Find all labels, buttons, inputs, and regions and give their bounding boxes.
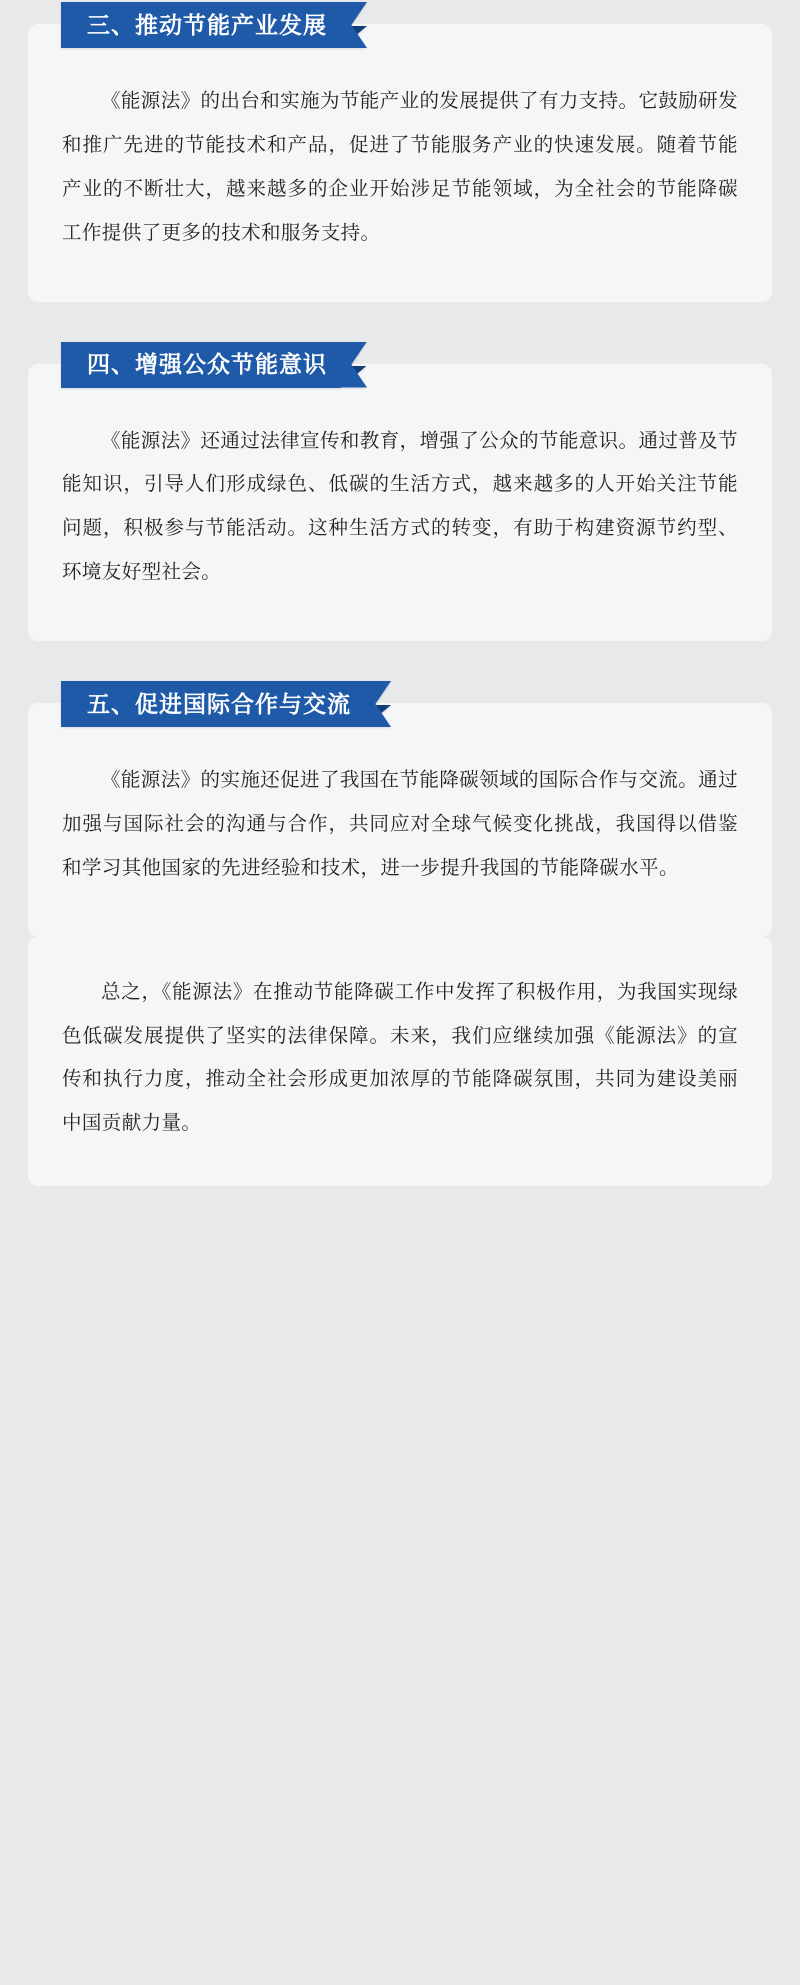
section-heading-text: 四、增强公众节能意识	[61, 342, 341, 388]
ribbon-tail-shape	[341, 2, 367, 48]
closing-card	[28, 937, 772, 1187]
section-heading-banner-five	[61, 681, 391, 727]
section-heading-text: 三、推动节能产业发展	[61, 2, 341, 48]
section-body-four: 《能源法》还通过法律宣传和教育，增强了公众的节能意识。通过普及节能知识，引导人们形成绿色、低碳的生活方式，越来越多的人开始关注节能问题，积极参与节能活动。这种生活方式的转变，有助于构建资源节约型、环境友好型社会。	[62, 429, 738, 584]
ribbon-tail-shape	[365, 681, 391, 727]
section-body-three: 《能源法》的出台和实施为节能产业的发展提供了有力支持。它鼓励研发和推广先进的节能技术和产品，促进了节能服务产业的快速发展。随着节能产业的不断壮大，越来越多的企业开始涉足节能领域，为全社会的节能降碳工作提供了更多的技术和服务支持。	[62, 90, 738, 244]
section-heading-banner-four	[61, 342, 367, 388]
closing-body: 总之，《能源法》在推动节能降碳工作中发挥了积极作用，为我国实现绿色低碳发展提供了坚实的法律保障。未来，我们应继续加强《能源法》的宣传和执行力度，推动全社会形成更加浓厚的节能降碳氛围，共同为建设美丽中国贡献力量。	[62, 980, 738, 1135]
section-heading-text: 五、促进国际合作与交流	[61, 681, 365, 727]
section-card-five	[28, 690, 772, 937]
ribbon-tail-shape	[341, 342, 367, 388]
article-page	[0, 11, 800, 1985]
section-body-five: 《能源法》的实施还促进了我国在节能降碳领域的国际合作与交流。通过加强与国际社会的沟通与合作，共同应对全球气候变化挑战，我国得以借鉴和学习其他国家的先进经验和技术，进一步提升我国的节能降碳水平。	[62, 769, 738, 879]
section-heading-banner-three	[61, 2, 367, 48]
section-card-three	[28, 11, 772, 302]
section-card-four	[28, 351, 772, 642]
